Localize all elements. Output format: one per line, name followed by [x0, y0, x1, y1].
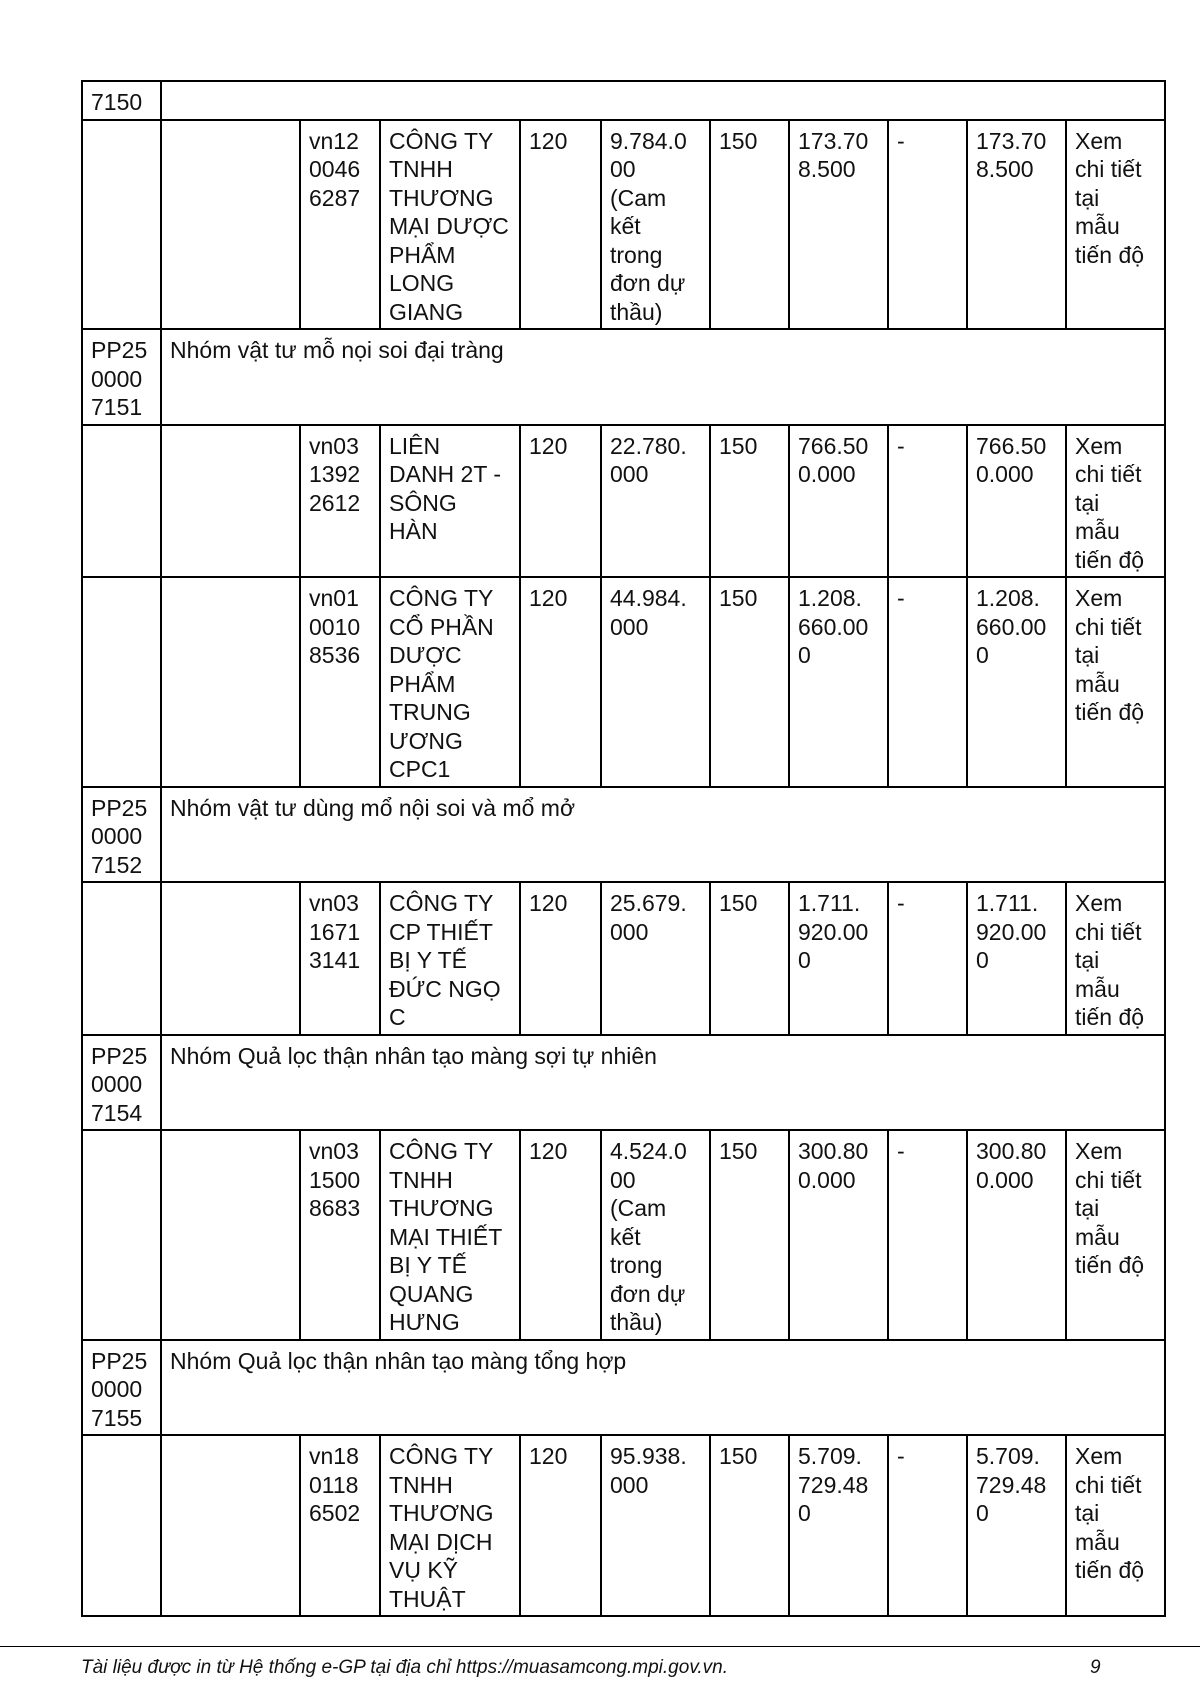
empty-cell: [82, 1435, 161, 1616]
validity-days-cell: 150: [710, 1130, 789, 1340]
empty-cell: [161, 1435, 300, 1616]
empty-cell: [82, 120, 161, 330]
validity-days-cell: 150: [710, 1435, 789, 1616]
final-price-cell: 300.80 0.000: [967, 1130, 1066, 1340]
group-title-cell: Nhóm vật tư mỗ nọi soi đại tràng: [161, 329, 1165, 425]
bid-guarantee-cell: 22.780. 000: [601, 425, 710, 578]
bidder-name-cell: CÔNG TY TNHH THƯƠNG MẠI DỊCH VỤ KỸ THUẬT: [380, 1435, 520, 1616]
bid-price-cell: 766.50 0.000: [789, 425, 888, 578]
bid-guarantee-cell: 44.984. 000: [601, 577, 710, 787]
final-price-cell: 1.208. 660.00 0: [967, 577, 1066, 787]
item-code-cell: PP25 0000 7154: [82, 1035, 161, 1131]
tax-code-cell: vn03 1500 8683: [300, 1130, 380, 1340]
bidder-name-cell: CÔNG TY CP THIẾT BỊ Y TẾ ĐỨC NGỌC: [380, 882, 520, 1035]
final-price-cell: 1.711. 920.00 0: [967, 882, 1066, 1035]
footer-divider: [0, 1646, 1200, 1647]
bid-row: [82, 1435, 1165, 1616]
validity-days-cell: 150: [710, 425, 789, 578]
group-row: [82, 1340, 1165, 1436]
schedule-note-cell: Xem chi tiết tại mẫu tiến độ: [1066, 1435, 1165, 1616]
group-title-cell: Nhóm vật tư dùng mổ nội soi và mổ mở: [161, 787, 1165, 883]
empty-cell: [82, 882, 161, 1035]
group-row: [82, 1035, 1165, 1131]
delivery-days-cell: 120: [520, 425, 601, 578]
table-body: [82, 81, 1165, 1616]
schedule-note-cell: Xem chi tiết tại mẫu tiến độ: [1066, 577, 1165, 787]
validity-days-cell: 150: [710, 577, 789, 787]
discount-cell: -: [888, 425, 967, 578]
footer-text: Tài liệu được in từ Hệ thống e-GP tại địa chỉ https://muasamcong.mpi.gov.vn.: [81, 1657, 729, 1678]
bid-price-cell: 5.709. 729.48 0: [789, 1435, 888, 1616]
validity-days-cell: 150: [710, 120, 789, 330]
tax-code-cell: vn12 0046 6287: [300, 120, 380, 330]
delivery-days-cell: 120: [520, 577, 601, 787]
group-row: [82, 81, 1165, 120]
empty-cell: [161, 577, 300, 787]
final-price-cell: 766.50 0.000: [967, 425, 1066, 578]
delivery-days-cell: 120: [520, 1130, 601, 1340]
bidder-name-cell: LIÊN DANH 2T - SÔNG HÀN: [380, 425, 520, 578]
bid-price-cell: 1.208. 660.00 0: [789, 577, 888, 787]
empty-cell: [82, 425, 161, 578]
bid-price-cell: 173.70 8.500: [789, 120, 888, 330]
bid-guarantee-cell: 25.679. 000: [601, 882, 710, 1035]
delivery-days-cell: 120: [520, 882, 601, 1035]
final-price-cell: 5.709. 729.48 0: [967, 1435, 1066, 1616]
validity-days-cell: 150: [710, 882, 789, 1035]
group-row: [82, 329, 1165, 425]
delivery-days-cell: 120: [520, 120, 601, 330]
tax-code-cell: vn03 1671 3141: [300, 882, 380, 1035]
schedule-note-cell: Xem chi tiết tại mẫu tiến độ: [1066, 882, 1165, 1035]
bid-row: [82, 425, 1165, 578]
empty-cell: [161, 1130, 300, 1340]
item-code-cell: PP25 0000 7152: [82, 787, 161, 883]
bid-price-cell: 300.80 0.000: [789, 1130, 888, 1340]
discount-cell: -: [888, 1130, 967, 1340]
page-number: 9: [1090, 1657, 1101, 1678]
empty-cell: [161, 425, 300, 578]
bid-row: [82, 882, 1165, 1035]
discount-cell: -: [888, 120, 967, 330]
final-price-cell: 173.70 8.500: [967, 120, 1066, 330]
tax-code-cell: vn01 0010 8536: [300, 577, 380, 787]
bid-guarantee-cell: 9.784.0 00 (Cam kết trong đơn dự thầu): [601, 120, 710, 330]
empty-cell: [161, 120, 300, 330]
tax-code-cell: vn18 0118 6502: [300, 1435, 380, 1616]
bid-row: [82, 577, 1165, 787]
bidder-name-cell: CÔNG TY TNHH THƯƠNG MẠI THIẾT BỊ Y TẾ QUANG HƯNG: [380, 1130, 520, 1340]
bid-row: [82, 120, 1165, 330]
discount-cell: -: [888, 1435, 967, 1616]
item-code-cell: PP25 0000 7155: [82, 1340, 161, 1436]
item-code-cell: PP25 0000 7151: [82, 329, 161, 425]
empty-cell: [82, 577, 161, 787]
bid-results-table: [81, 80, 1166, 1617]
empty-cell: [82, 1130, 161, 1340]
group-row: [82, 787, 1165, 883]
bid-row: [82, 1130, 1165, 1340]
group-title-cell: Nhóm Quả lọc thận nhân tạo màng tổng hợp: [161, 1340, 1165, 1436]
empty-cell: [161, 882, 300, 1035]
bid-guarantee-cell: 4.524.0 00 (Cam kết trong đơn dự thầu): [601, 1130, 710, 1340]
schedule-note-cell: Xem chi tiết tại mẫu tiến độ: [1066, 120, 1165, 330]
item-code-cell: 7150: [82, 81, 161, 120]
bid-guarantee-cell: 95.938. 000: [601, 1435, 710, 1616]
delivery-days-cell: 120: [520, 1435, 601, 1616]
tax-code-cell: vn03 1392 2612: [300, 425, 380, 578]
discount-cell: -: [888, 882, 967, 1035]
group-title-cell: [161, 81, 1165, 120]
bidder-name-cell: CÔNG TY TNHH THƯƠNG MẠI DƯỢC PHẨM LONG GIANG: [380, 120, 520, 330]
schedule-note-cell: Xem chi tiết tại mẫu tiến độ: [1066, 1130, 1165, 1340]
schedule-note-cell: Xem chi tiết tại mẫu tiến độ: [1066, 425, 1165, 578]
group-title-cell: Nhóm Quả lọc thận nhân tạo màng sợi tự nhiên: [161, 1035, 1165, 1131]
discount-cell: -: [888, 577, 967, 787]
bid-price-cell: 1.711. 920.00 0: [789, 882, 888, 1035]
bidder-name-cell: CÔNG TY CỔ PHẦN DƯỢC PHẨM TRUNG ƯƠNG CPC1: [380, 577, 520, 787]
